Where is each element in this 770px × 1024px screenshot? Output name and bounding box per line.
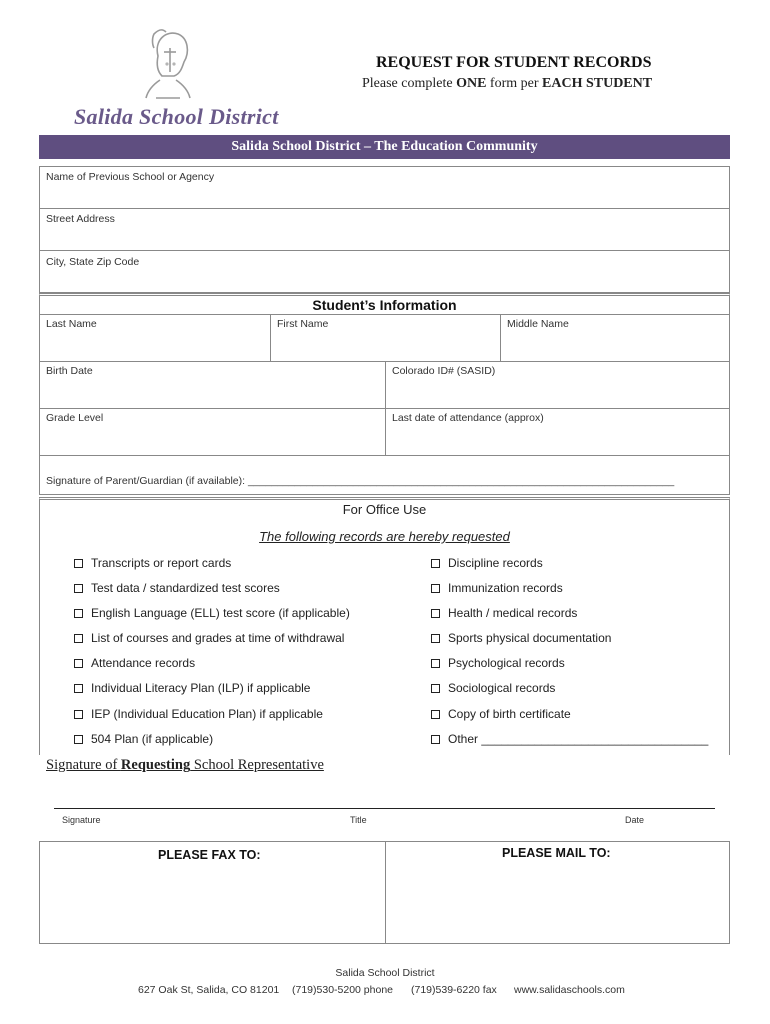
representative-signature-line[interactable] (54, 808, 715, 809)
checkbox[interactable] (431, 559, 440, 568)
record-option[interactable]: Copy of birth certificate (431, 707, 708, 732)
checkbox[interactable] (74, 659, 83, 668)
record-option[interactable]: Attendance records (74, 656, 350, 681)
checkbox[interactable] (431, 735, 440, 744)
record-option[interactable]: English Language (ELL) test score (if applicable) (74, 606, 350, 631)
first-name-field[interactable]: First Name (277, 318, 329, 330)
colorado-id-field[interactable]: Colorado ID# (SASID) (392, 365, 496, 377)
mail-to-label: PLEASE MAIL TO: (502, 846, 611, 860)
district-logo-text: Salida School District (74, 104, 279, 129)
student-info-heading: Student’s Information (312, 297, 457, 313)
checkbox[interactable] (74, 684, 83, 693)
record-option[interactable]: IEP (Individual Education Plan) if applicable (74, 707, 350, 732)
signature-caption: Signature (62, 815, 101, 825)
last-name-field[interactable]: Last Name (46, 318, 97, 330)
street-address-field[interactable]: Street Address (46, 213, 115, 225)
last-attendance-field[interactable]: Last date of attendance (approx) (392, 412, 544, 424)
date-caption: Date (625, 815, 645, 825)
district-banner: Salida School District – The Education Community (39, 135, 730, 159)
checkbox[interactable] (74, 735, 83, 744)
record-option[interactable]: List of courses and grades at time of withdrawal (74, 631, 350, 656)
checkbox[interactable] (431, 710, 440, 719)
form-title: REQUEST FOR STUDENT RECORDS (376, 54, 652, 71)
footer-district-name: Salida School District (335, 967, 435, 979)
checkbox[interactable] (431, 684, 440, 693)
checkbox[interactable] (74, 609, 83, 618)
record-option[interactable]: Transcripts or report cards (74, 556, 350, 581)
record-option[interactable]: 504 Plan (if applicable) (74, 732, 350, 757)
right-records-list (431, 556, 708, 757)
checkbox[interactable] (431, 609, 440, 618)
district-mascot-logo (136, 26, 198, 100)
office-use-heading: For Office Use (342, 502, 427, 517)
grade-level-field[interactable]: Grade Level (46, 412, 104, 424)
representative-heading: Signature of Requesting School Representative (46, 757, 324, 773)
record-option[interactable]: Sports physical documentation (431, 631, 708, 656)
checkbox[interactable] (74, 559, 83, 568)
records-requested-subheading: The following records are hereby requested (259, 529, 510, 544)
record-option[interactable]: Discipline records (431, 556, 708, 581)
record-option[interactable]: Health / medical records (431, 606, 708, 631)
record-option[interactable]: Individual Literacy Plan (ILP) if applicable (74, 681, 350, 706)
title-caption: Title (350, 815, 367, 825)
parent-signature-line[interactable]: Signature of Parent/Guardian (if available): _________________________________________________________________________ (46, 475, 675, 487)
checkbox[interactable] (74, 710, 83, 719)
birth-date-field[interactable]: Birth Date (46, 365, 93, 377)
record-option[interactable]: Psychological records (431, 656, 708, 681)
checkbox[interactable] (74, 634, 83, 643)
checkbox[interactable] (431, 659, 440, 668)
previous-school-field[interactable]: Name of Previous School or Agency (46, 171, 215, 183)
fax-to-label: PLEASE FAX TO: (158, 848, 261, 862)
record-option[interactable]: Immunization records (431, 581, 708, 606)
record-option[interactable]: Test data / standardized test scores (74, 581, 350, 606)
footer-website[interactable]: www.salidaschools.com (514, 984, 625, 996)
footer-phone: (719)530-5200 phone (292, 984, 394, 996)
record-option[interactable]: Sociological records (431, 681, 708, 706)
left-records-list (74, 556, 350, 757)
middle-name-field[interactable]: Middle Name (507, 318, 569, 330)
school-info-box (39, 166, 730, 293)
record-option[interactable]: Other __________________________________ (431, 732, 708, 757)
city-state-zip-field[interactable]: City, State Zip Code (46, 256, 140, 268)
footer-address: 627 Oak St, Salida, CO 81201 (138, 984, 280, 996)
checkbox[interactable] (74, 584, 83, 593)
footer-fax: (719)539-6220 fax (411, 984, 497, 996)
form-subtitle: Please complete ONE form per EACH STUDENT (362, 76, 653, 91)
checkbox[interactable] (431, 634, 440, 643)
checkbox[interactable] (431, 584, 440, 593)
